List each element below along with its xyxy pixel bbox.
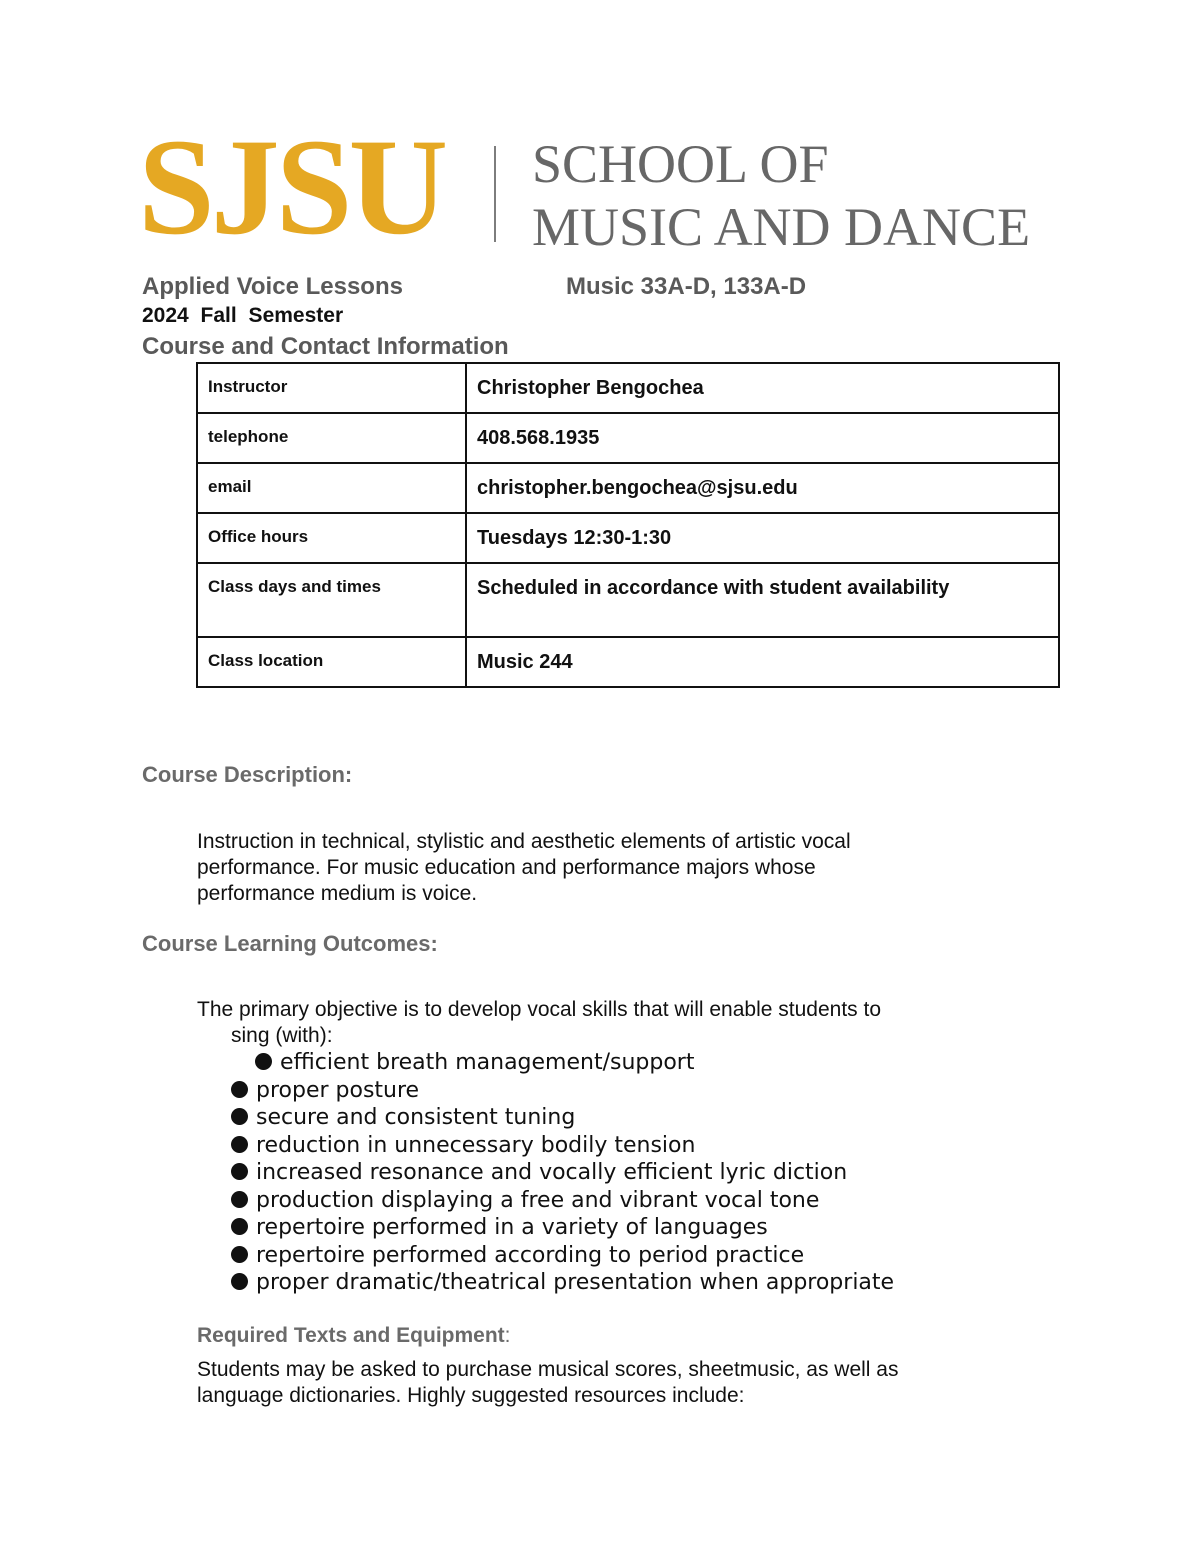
list-item <box>197 1269 894 1297</box>
school-name-line-1: SCHOOL OF <box>532 134 829 194</box>
list-item-text: efficient breath management/support <box>280 1050 695 1075</box>
outcomes-intro-line: sing (with): <box>231 1024 333 1047</box>
required-texts-heading-text: Required Texts and Equipment <box>197 1324 505 1347</box>
list-item-text: increased resonance and vocally efficient lyric diction <box>256 1160 848 1185</box>
contact-table <box>196 362 1060 688</box>
description-heading: Course Description: <box>142 762 353 787</box>
row-value-office-hours: Tuesdays 12:30-1:30 <box>466 513 1059 563</box>
description-line: Instruction in technical, stylistic and aesthetic elements of artistic vocal <box>197 830 851 853</box>
list-item <box>197 1104 894 1132</box>
list-item <box>197 1049 894 1077</box>
table-row <box>197 513 1059 563</box>
required-texts-line: language dictionaries. Highly suggested resources include: <box>197 1384 745 1407</box>
list-item-text: repertoire performed in a variety of languages <box>256 1215 768 1240</box>
table-row <box>197 563 1059 637</box>
row-label-telephone: telephone <box>197 413 466 463</box>
school-name-logo <box>532 133 1030 259</box>
list-item-text: secure and consistent tuning <box>256 1105 576 1130</box>
list-item <box>197 1159 894 1187</box>
outcomes-list <box>197 1049 894 1297</box>
outcomes-intro-line: The primary objective is to develop vocal skills that will enable students to <box>197 998 881 1021</box>
table-row <box>197 463 1059 513</box>
list-item-text: repertoire performed according to period practice <box>256 1242 805 1268</box>
bullet-icon <box>231 1191 248 1208</box>
row-label-office-hours: Office hours <box>197 513 466 563</box>
list-item-text: reduction in unnecessary bodily tension <box>256 1132 696 1158</box>
list-item <box>197 1077 894 1105</box>
contact-heading: Course and Contact Information <box>142 333 509 360</box>
required-texts-body <box>197 1357 1077 1409</box>
row-value-class-days: Scheduled in accordance with student availability <box>466 563 1059 637</box>
semester: 2024 Fall Semester <box>142 304 344 327</box>
required-texts-heading-colon: : <box>504 1324 511 1347</box>
logo-divider <box>494 146 496 242</box>
outcomes-block <box>197 997 894 1297</box>
bullet-icon <box>231 1273 248 1290</box>
bullet-icon <box>231 1081 248 1098</box>
list-item-text: proper posture <box>256 1077 420 1103</box>
bullet-icon <box>255 1053 272 1070</box>
bullet-icon <box>231 1218 248 1235</box>
row-label-email: email <box>197 463 466 513</box>
sjsu-logo: SJSU <box>138 110 445 263</box>
bullet-icon <box>231 1246 248 1263</box>
list-item <box>197 1214 894 1242</box>
bullet-icon <box>231 1136 248 1153</box>
row-value-email[interactable]: christopher.bengochea@sjsu.edu <box>466 463 1059 513</box>
course-number: Music 33A-D, 133A-D <box>566 273 807 300</box>
required-texts-line: Students may be asked to purchase musical scores, sheetmusic, as well as <box>197 1358 899 1381</box>
outcomes-heading: Course Learning Outcomes: <box>142 931 438 956</box>
table-row <box>197 413 1059 463</box>
bullet-icon <box>231 1108 248 1125</box>
list-item <box>197 1242 894 1270</box>
row-label-instructor: Instructor <box>197 363 466 413</box>
row-label-class-location: Class location <box>197 637 466 687</box>
bullet-icon <box>231 1163 248 1180</box>
description-line: performance. For music education and performance majors whose <box>197 856 816 879</box>
list-item <box>197 1187 894 1215</box>
row-value-instructor: Christopher Bengochea <box>466 363 1059 413</box>
list-item-text: production displaying a free and vibrant vocal tone <box>256 1187 820 1213</box>
row-value-telephone: 408.568.1935 <box>466 413 1059 463</box>
table-row <box>197 637 1059 687</box>
required-texts-heading <box>197 1324 511 1348</box>
list-item <box>197 1132 894 1160</box>
row-label-class-days: Class days and times <box>197 563 466 637</box>
description-line: performance medium is voice. <box>197 882 478 905</box>
table-row <box>197 363 1059 413</box>
list-item-text: proper dramatic/theatrical presentation when appropriate <box>256 1270 895 1295</box>
school-name-line-2: MUSIC AND DANCE <box>532 197 1031 258</box>
course-title: Applied Voice Lessons <box>142 273 403 300</box>
row-value-class-location: Music 244 <box>466 637 1059 687</box>
description-text <box>197 829 851 907</box>
